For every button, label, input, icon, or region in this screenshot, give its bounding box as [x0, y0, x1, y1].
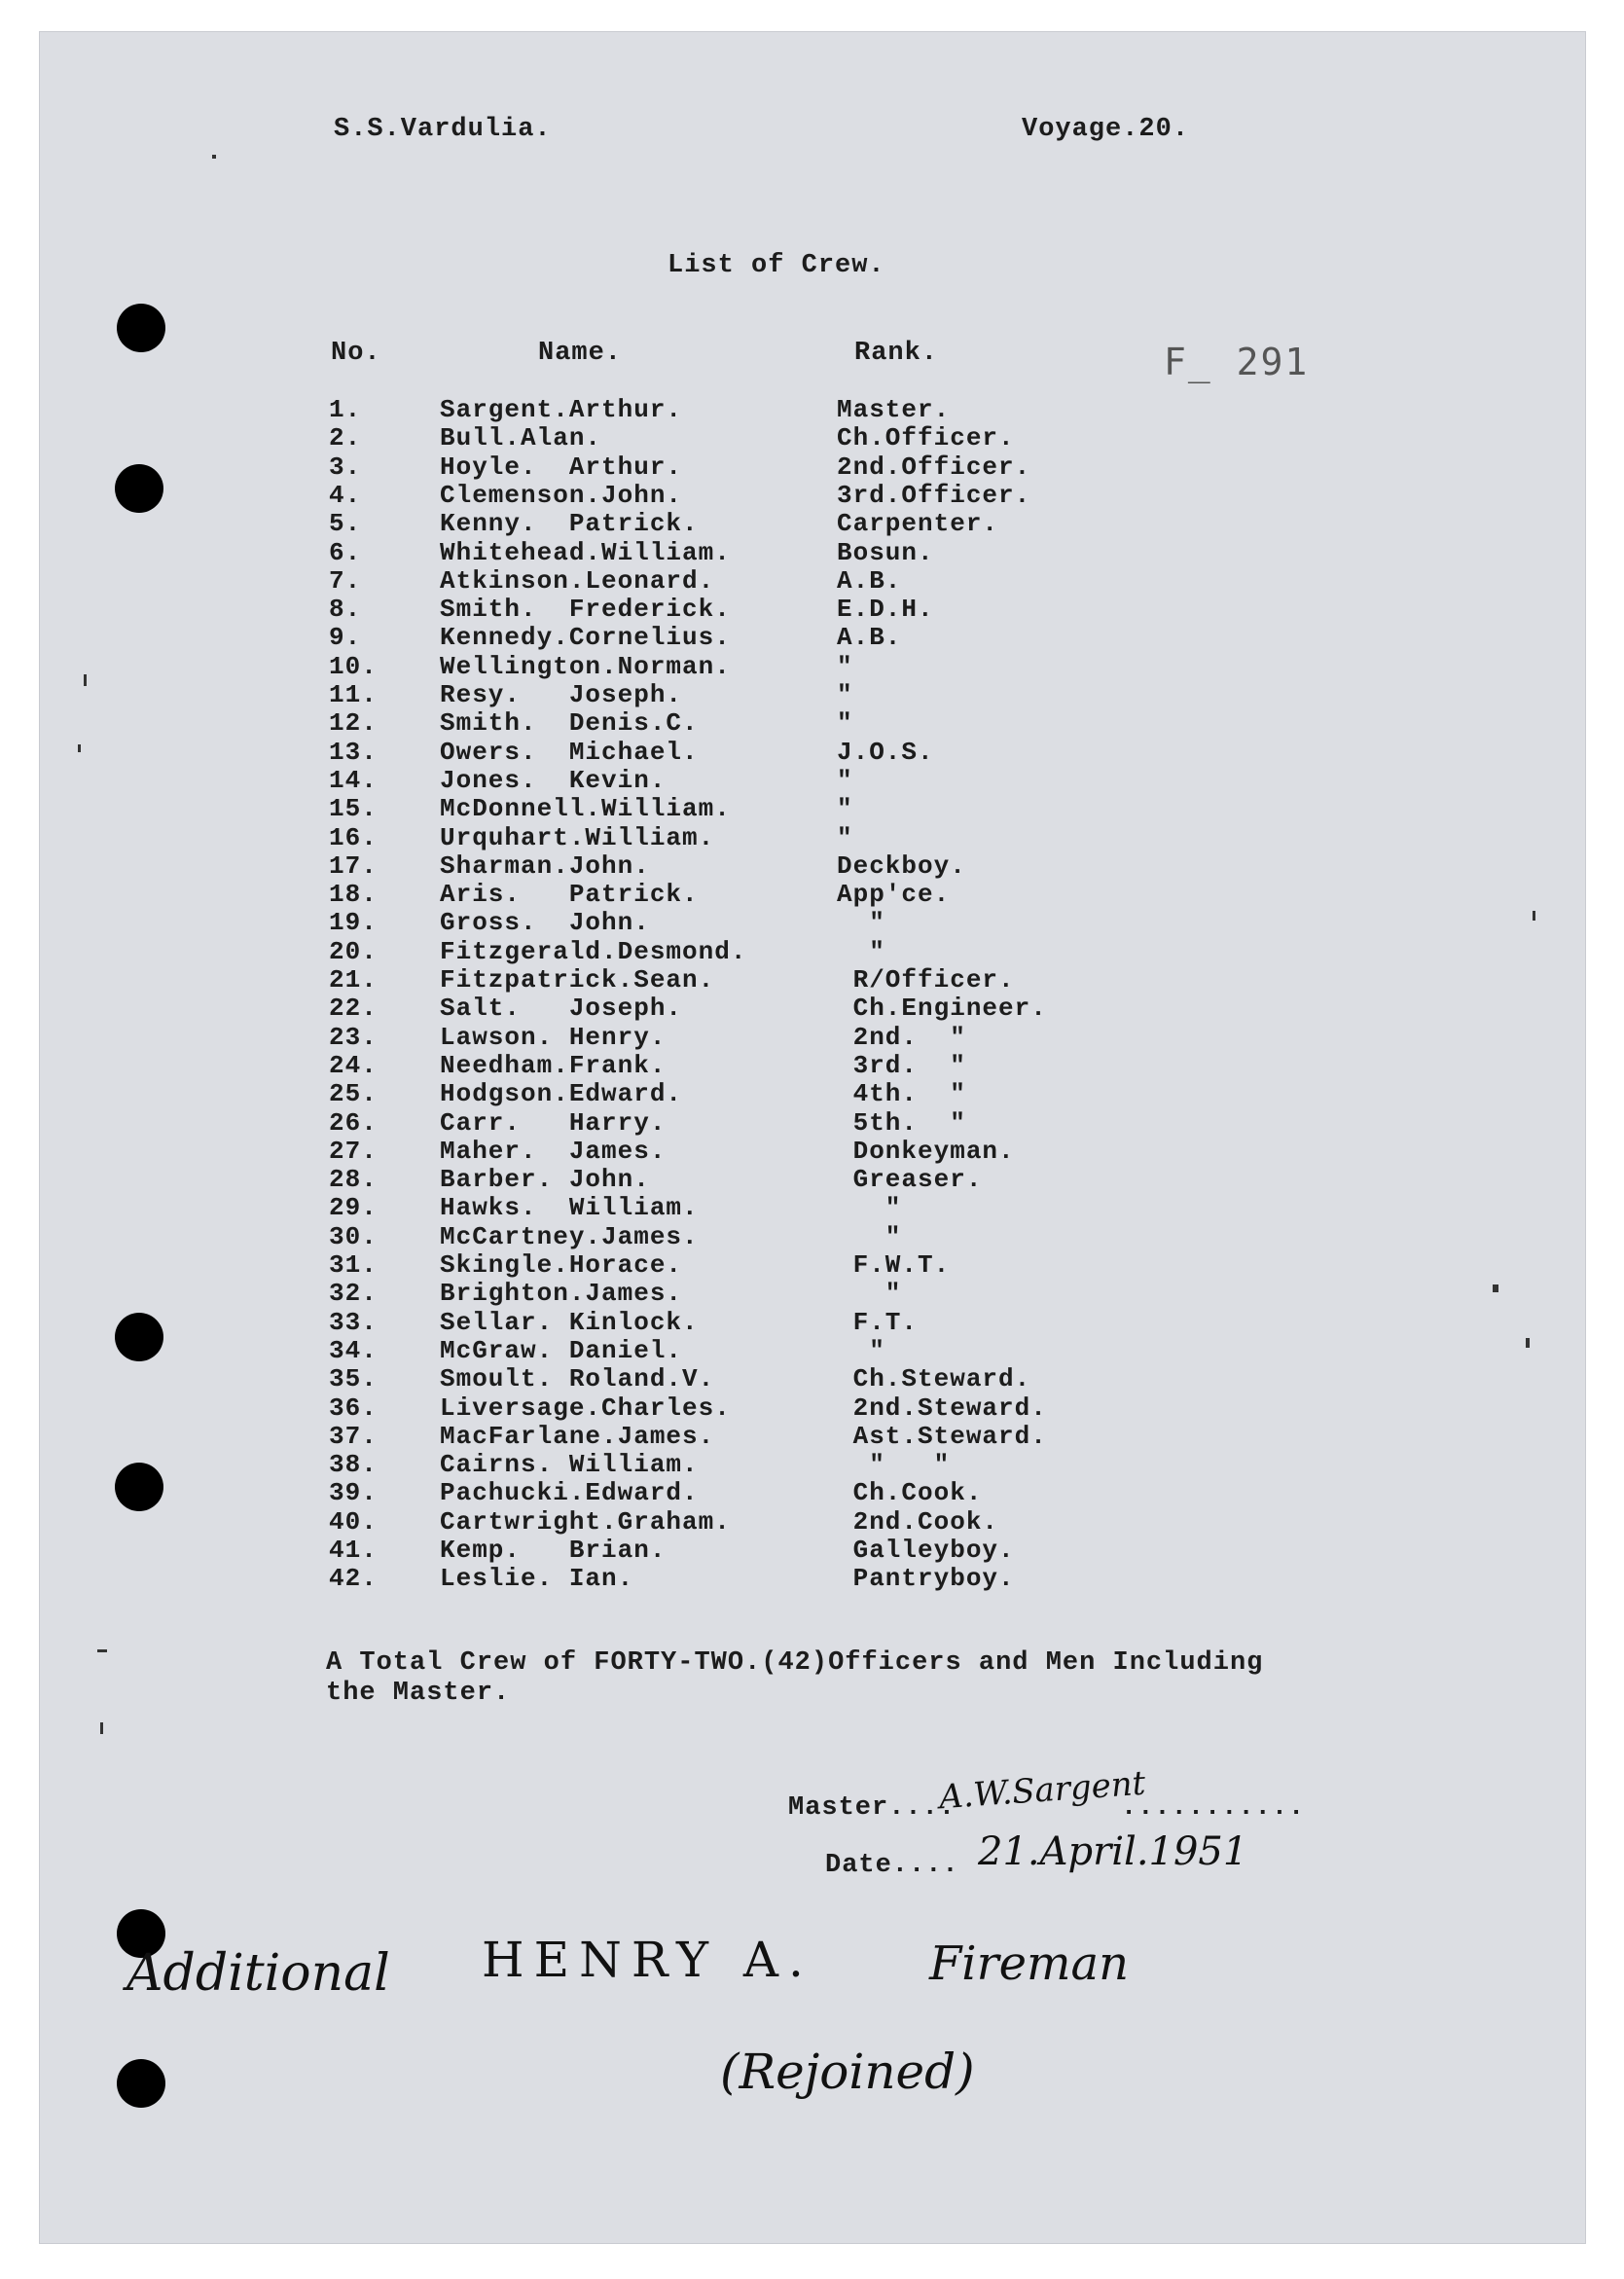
crew-name: Sargent.Arthur. [440, 395, 683, 424]
crew-rank: 2nd. " [837, 1022, 966, 1052]
crew-rank: Greaser. [837, 1165, 983, 1195]
punch-hole [115, 464, 163, 513]
crew-number: 29. [329, 1193, 378, 1223]
crew-number: 2. [329, 423, 362, 453]
crew-number: 25. [329, 1079, 378, 1109]
crew-number: 26. [329, 1107, 378, 1138]
crew-number: 14. [329, 765, 378, 795]
crew-rank: Ch.Engineer. [837, 994, 1047, 1024]
crew-rank: 3rd. " [837, 1050, 966, 1080]
crew-rank: Deckboy. [837, 850, 966, 881]
crew-name: Hodgson.Edward. [440, 1079, 683, 1109]
punch-hole [117, 2059, 165, 2108]
crew-number: 18. [329, 880, 378, 910]
crew-number: 41. [329, 1536, 378, 1565]
ship-name: S.S.Vardulia. [334, 115, 552, 144]
crew-name: Barber. John. [440, 1165, 650, 1195]
column-header-name: Name. [538, 339, 623, 368]
crew-rank: " [837, 822, 853, 852]
crew-number: 22. [329, 994, 378, 1024]
handwritten-role: Fireman [929, 1936, 1130, 1991]
crew-name: Needham.Frank. [440, 1050, 667, 1080]
crew-number: 1. [329, 395, 362, 424]
crew-number: 3. [329, 452, 362, 482]
crew-rank: Carpenter. [837, 509, 999, 539]
crew-rank: A.B. [837, 623, 902, 653]
speck [84, 674, 87, 686]
crew-number: 30. [329, 1221, 378, 1251]
document-sheet [39, 31, 1586, 2244]
crew-rank: " [837, 651, 853, 681]
crew-number: 31. [329, 1250, 378, 1280]
crew-number: 5. [329, 509, 362, 539]
speck [1533, 911, 1535, 921]
column-header-no: No. [331, 339, 381, 368]
crew-rank: F.W.T. [837, 1250, 951, 1280]
crew-name: Skingle.Horace. [440, 1250, 683, 1280]
crew-rank: App'ce. [837, 880, 951, 910]
crew-rank: " [837, 1193, 902, 1223]
crew-number: 13. [329, 737, 378, 767]
handwritten-note: (Rejoined) [720, 2044, 975, 2100]
crew-rank: Ch.Officer. [837, 423, 1015, 453]
punch-hole [117, 304, 165, 352]
crew-number: 11. [329, 680, 378, 709]
crew-name: Hawks. William. [440, 1193, 699, 1223]
crew-name: Wellington.Norman. [440, 651, 731, 681]
crew-name: Whitehead.William. [440, 537, 731, 567]
crew-name: Jones. Kevin. [440, 765, 667, 795]
crew-number: 33. [329, 1307, 378, 1337]
crew-rank: " [837, 908, 885, 938]
crew-number: 9. [329, 623, 362, 653]
crew-number: 7. [329, 565, 362, 596]
crew-rank: Galleyboy. [837, 1536, 1015, 1565]
crew-number: 37. [329, 1421, 378, 1451]
crew-name: Kemp. Brian. [440, 1536, 667, 1565]
crew-name: Leslie. Ian. [440, 1564, 634, 1594]
speck [97, 1649, 107, 1652]
crew-number: 21. [329, 965, 378, 995]
crew-name: Aris. Patrick. [440, 880, 699, 910]
crew-rank: 2nd.Cook. [837, 1506, 999, 1537]
crew-number: 15. [329, 794, 378, 824]
punch-hole [115, 1313, 163, 1361]
crew-name: Liversage.Charles. [440, 1393, 731, 1423]
crew-number: 27. [329, 1136, 378, 1166]
handwritten-name: HENRY A. [482, 1932, 813, 1988]
crew-name: Cairns. William. [440, 1450, 699, 1480]
crew-name: Smith. Frederick. [440, 595, 731, 625]
crew-name: Pachucki.Edward. [440, 1478, 699, 1508]
crew-number: 24. [329, 1050, 378, 1080]
date-label: Date.... [825, 1851, 959, 1880]
master-label-text: Master.... [788, 1793, 956, 1823]
crew-rank: " [837, 936, 885, 966]
crew-rank: " [837, 708, 853, 739]
crew-name: Hoyle. Arthur. [440, 452, 683, 482]
crew-number: 34. [329, 1335, 378, 1365]
crew-number: 42. [329, 1564, 378, 1594]
reference-stamp: F_ 291 [1164, 341, 1310, 383]
crew-rank: Bosun. [837, 537, 934, 567]
crew-name: Urquhart.William. [440, 822, 715, 852]
crew-number: 20. [329, 936, 378, 966]
master-signature: A.W.Sargent [937, 1763, 1147, 1818]
crew-name: Atkinson.Leonard. [440, 565, 715, 596]
crew-rank: Pantryboy. [837, 1564, 1015, 1594]
speck [1526, 1338, 1530, 1348]
crew-name: Fitzgerald.Desmond. [440, 936, 747, 966]
crew-rank: " [837, 1221, 902, 1251]
crew-rank: J.O.S. [837, 737, 934, 767]
crew-rank: 2nd.Officer. [837, 452, 1031, 482]
crew-number: 17. [329, 850, 378, 881]
speck [78, 744, 81, 752]
crew-name: Kennedy.Cornelius. [440, 623, 731, 653]
crew-name: Brighton.James. [440, 1279, 683, 1309]
crew-rank: Ast.Steward. [837, 1421, 1047, 1451]
crew-rank: R/Officer. [837, 965, 1015, 995]
speck [212, 155, 216, 159]
crew-name: Carr. Harry. [440, 1107, 667, 1138]
crew-rank: Ch.Cook. [837, 1478, 983, 1508]
crew-rank: 5th. " [837, 1107, 966, 1138]
crew-name: Bull.Alan. [440, 423, 602, 453]
crew-name: McGraw. Daniel. [440, 1335, 683, 1365]
speck [1493, 1284, 1498, 1292]
crew-rank: " [837, 794, 853, 824]
crew-number: 39. [329, 1478, 378, 1508]
crew-rank: 4th. " [837, 1079, 966, 1109]
crew-name: Sharman.John. [440, 850, 650, 881]
column-header-rank: Rank. [854, 339, 939, 368]
crew-rank: " [837, 765, 853, 795]
crew-name: Kenny. Patrick. [440, 509, 699, 539]
date-value: 21.April.1951 [978, 1829, 1248, 1874]
crew-name: Cartwright.Graham. [440, 1506, 731, 1537]
crew-name: Maher. James. [440, 1136, 667, 1166]
crew-number: 28. [329, 1165, 378, 1195]
crew-name: McDonnell.William. [440, 794, 731, 824]
crew-rank: Ch.Steward. [837, 1364, 1031, 1394]
crew-number: 19. [329, 908, 378, 938]
crew-rank: 3rd.Officer. [837, 480, 1031, 510]
crew-number: 23. [329, 1022, 378, 1052]
document-title: List of Crew. [668, 251, 885, 280]
crew-number: 10. [329, 651, 378, 681]
crew-number: 4. [329, 480, 362, 510]
crew-number: 6. [329, 537, 362, 567]
crew-rank: " [837, 1335, 885, 1365]
crew-number: 8. [329, 595, 362, 625]
crew-name: Resy. Joseph. [440, 680, 683, 709]
crew-name: Fitzpatrick.Sean. [440, 965, 715, 995]
crew-rank: " [837, 1279, 902, 1309]
crew-number: 35. [329, 1364, 378, 1394]
crew-name: Salt. Joseph. [440, 994, 683, 1024]
crew-name: McCartney.James. [440, 1221, 699, 1251]
crew-name: Gross. John. [440, 908, 650, 938]
speck [100, 1722, 103, 1734]
crew-number: 38. [329, 1450, 378, 1480]
master-dots: ........... [1121, 1793, 1306, 1823]
crew-rank: 2nd.Steward. [837, 1393, 1047, 1423]
handwritten-additional: Additional [126, 1944, 390, 2003]
crew-name: Smith. Denis.C. [440, 708, 699, 739]
crew-rank: A.B. [837, 565, 902, 596]
crew-name: MacFarlane.James. [440, 1421, 715, 1451]
crew-number: 32. [329, 1279, 378, 1309]
crew-name: Sellar. Kinlock. [440, 1307, 699, 1337]
voyage-number: Voyage.20. [1022, 115, 1190, 144]
crew-rank: " " [837, 1450, 951, 1480]
crew-rank: " [837, 680, 853, 709]
crew-rank: F.T. [837, 1307, 919, 1337]
crew-number: 40. [329, 1506, 378, 1537]
crew-name: Clemenson.John. [440, 480, 683, 510]
crew-number: 16. [329, 822, 378, 852]
total-line-1: A Total Crew of FORTY-TWO.(42)Officers and Men Including [326, 1648, 1264, 1678]
crew-number: 36. [329, 1393, 378, 1423]
crew-rank: E.D.H. [837, 595, 934, 625]
crew-name: Smoult. Roland.V. [440, 1364, 715, 1394]
crew-name: Owers. Michael. [440, 737, 699, 767]
crew-rank: Master. [837, 395, 951, 424]
punch-hole [115, 1463, 163, 1511]
crew-name: Lawson. Henry. [440, 1022, 667, 1052]
crew-number: 12. [329, 708, 378, 739]
crew-rank: Donkeyman. [837, 1136, 1015, 1166]
total-line-2: the Master. [326, 1679, 511, 1708]
